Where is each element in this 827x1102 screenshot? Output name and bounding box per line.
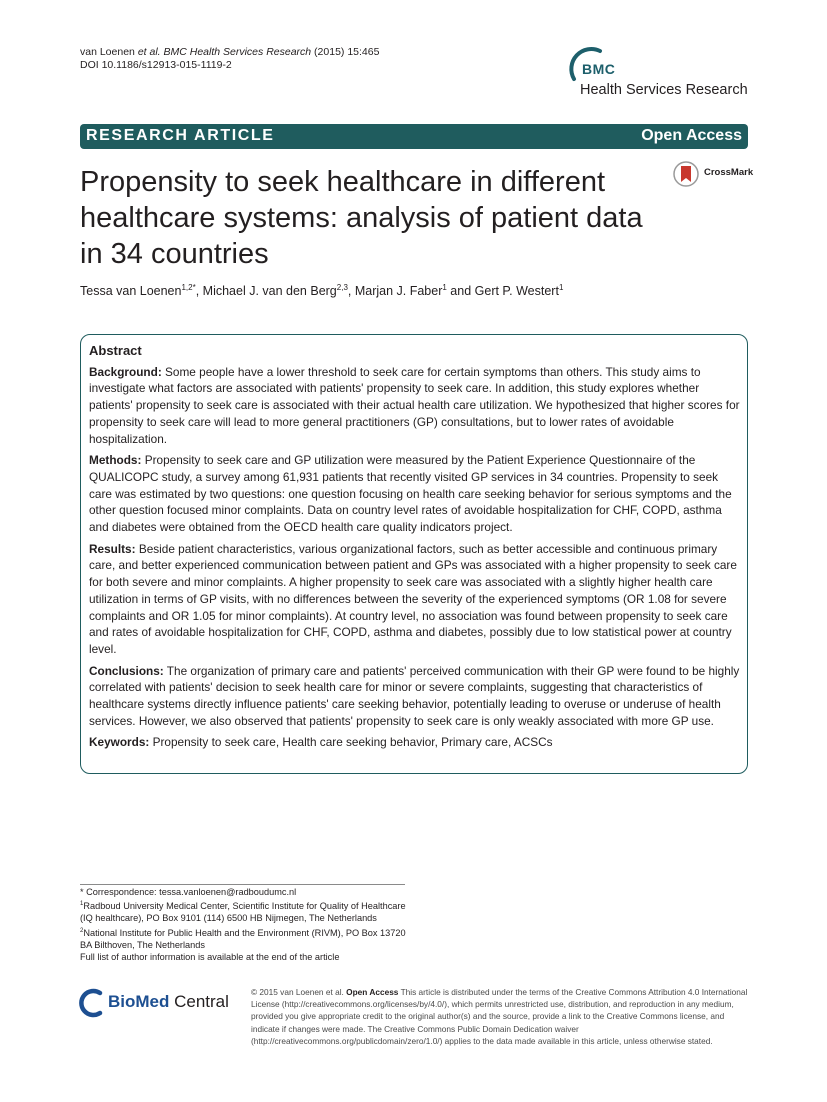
abstract-results: Results: Beside patient characteristics, various organizational factors, such as better accessible and continuous primary care, and better experienced communication between patient and GPs was associated with a higher propensity to seek care for both severe and minor complaints. A higher propensity to seek care was associated with a slightly higher health care utilization in terms of GP visits, with no differences between the severity of the experienced symptoms (OR 1.08 for severe complaints and OR 1.05 for minor complaints). At country level, no association was found between propensity to seek care and rates of avoidable hospitalization for CHF, COPD, asthma and diabetes, possibly due to low statistical power at country level. — [89, 541, 737, 656]
crossmark-icon — [672, 160, 700, 188]
footnote-divider — [80, 884, 405, 885]
citation-journal: et al. BMC Health Services Research — [137, 46, 312, 58]
doi[interactable]: DOI 10.1186/s12913-015-1119-2 — [80, 59, 232, 71]
journal-logo — [566, 45, 756, 105]
author[interactable]: Gert P. Westert$^1$ — [474, 283, 564, 299]
correspondence[interactable]: * Correspondence: tessa.vanloenen@radboudumc.nl — [80, 887, 297, 897]
abstract-keywords: Keywords: Propensity to seek care, Health care seeking behavior, Primary care, ACSCs — [89, 735, 553, 750]
citation-volume: (2015) 15:465 — [311, 46, 380, 58]
abstract-background: Background: Some people have a lower threshold to seek care for certain symptoms than others. This study aims to investigate what factors are associated with patients' propensity to seek care. In addition, this study explores whether patients' propensity to seek care is associated with their actual health care utilization. We hypothesized that higher scores for propensity to seek care will lead to more general practitioners (GP) consultations, but to lower rates of avoidable hospitalization. — [89, 364, 740, 446]
biomed-central-icon — [78, 988, 108, 1018]
crossmark-badge[interactable] — [672, 160, 752, 188]
publisher-logo — [78, 986, 248, 1020]
open-access-label: Open Access — [641, 127, 742, 144]
author-info-note: Full list of author information is available at the end of the article — [80, 952, 340, 963]
abstract-methods: Methods: Propensity to seek care and GP utilization were measured by the Patient Experience Questionnaire of the QUALICOPC study, a survey among 61,931 patients that recently visited GP services in 34 countries. Propensity to seek care was estimated by two questions: one question focusing on health care seeking behavior for serious symptoms and the other question focused minor complaints. Data on country level rates of avoidable hospitalization for CHF, COPD, asthma and diabetes were obtained from the OECD health care quality indicators project. — [89, 453, 732, 535]
citation-line — [80, 46, 379, 59]
article-type: RESEARCH ARTICLE — [86, 127, 275, 144]
journal-name: Health Services Research — [580, 82, 748, 98]
bmc-brand: BMC — [582, 61, 616, 77]
affiliation-2: $^2$National Institute for Public Health and the Environment (RIVM), PO Box 13720 BA Bilthoven, The Netherlands — [80, 927, 406, 950]
author[interactable]: Marjan J. Faber$^1$ — [354, 283, 447, 299]
affiliation-1: $^1$Radboud University Medical Center, Scientific Institute for Quality of Healthcare (IQ healthcare), PO Box 9101 (114) 6500 HB Nijmegen, The Netherlands — [80, 901, 406, 924]
crossmark-label: CrossMark — [704, 167, 754, 178]
citation-header — [80, 46, 379, 72]
abstract-heading: Abstract — [89, 343, 142, 358]
abstract-box — [80, 334, 748, 774]
abstract-conclusions: Conclusions: The organization of primary care and patients' perceived communication with their GP were found to be highly correlated with patients' decision to seek health care for minor or severe complaints, suggesting that characteristics of healthcare systems directly influence patients' care seeking behavior, potentially leading to overuse or underuse of health services. However, we also observed that patients' propensity to seek care is only weakly associated with more GP use. — [89, 663, 740, 728]
footnotes — [80, 886, 410, 963]
article-title: Propensity to seek healthcare in different healthcare systems: analysis of patient data in 34 countries — [80, 166, 643, 270]
author[interactable]: Tessa van Loenen$^{1,2*}$ — [80, 283, 196, 299]
article-type-banner — [80, 124, 748, 149]
author[interactable]: Michael J. van den Berg$^{2,3}$ — [202, 283, 348, 299]
publisher-name: BioMed Central — [108, 992, 229, 1011]
license-text: © 2015 van Loenen et al. Open Access This article is distributed under the terms of the Creative Commons Attribution 4.0 International License (http://creativecommons.org/licenses/by/4.0/), which permits unrestricted use, distribution, and reproduction in any medium, provided you give appropriate credit to the original author(s) and the source, provide a link to the Creative Commons license, and indicate if changes were made. The Creative Commons Public Domain Dedication waiver (http://creativecommons.org/publicdomain/zero/1.0/) applies to the data made available in this article, unless otherwise stated. — [251, 987, 748, 1046]
author-list: Tessa van Loenen$^{1,2*}$, Michael J. van den Berg$^{2,3}$, Marjan J. Faber$^1$ and Gert P. Westert$^1$ — [80, 283, 564, 299]
citation-authors: van Loenen — [80, 46, 138, 58]
